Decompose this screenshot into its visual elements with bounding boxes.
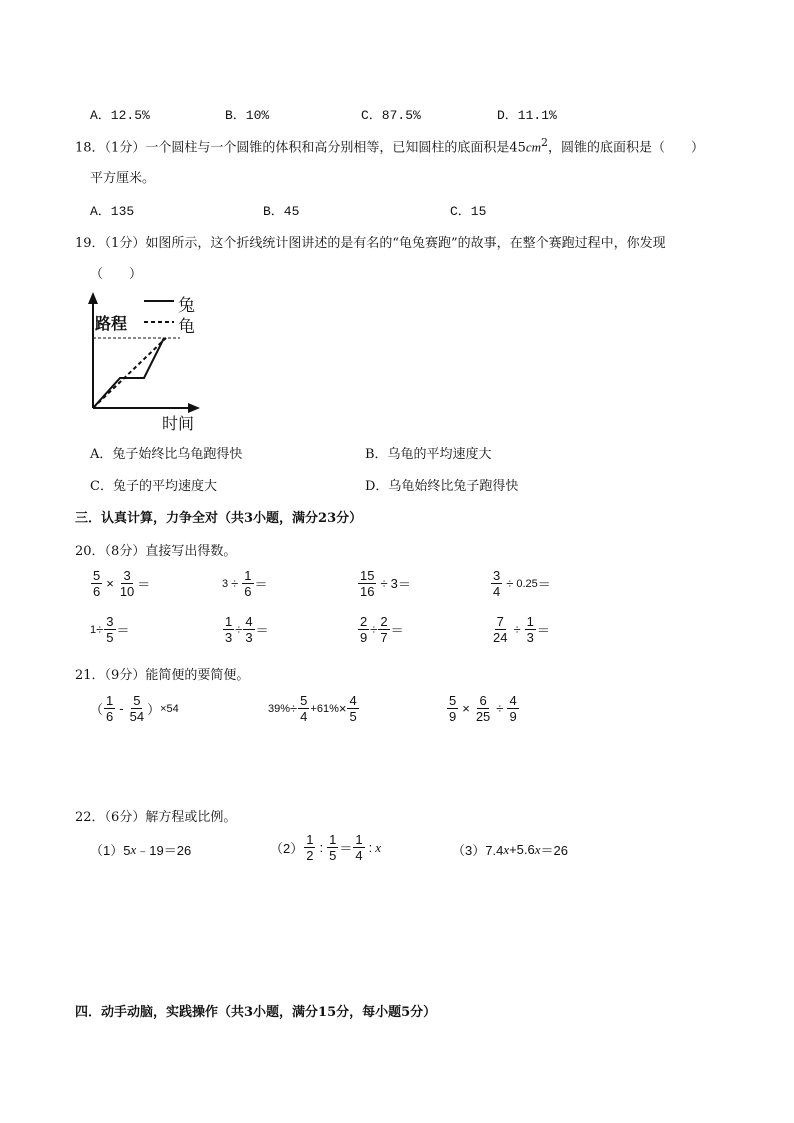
tortoise-line bbox=[93, 338, 166, 408]
q22-part-1: （1）5 x ﹣19＝26 bbox=[90, 841, 192, 858]
q19-line2: （ ） bbox=[90, 267, 143, 282]
q18-option-c: C．15 bbox=[450, 204, 487, 219]
q19-question: 19．（1分）如图所示，这个折线统计图讲述的是有名的“龟兔赛跑”的故事，在整个赛跑过程中，你发现 bbox=[75, 236, 666, 251]
q20-expr-1: $\frac{5}{6}$ × $\frac{3}{10}$ ＝ bbox=[93, 568, 151, 599]
q20-expr-8: $\frac{7}{24}$ ÷ $\frac{1}{3}$ ＝ bbox=[493, 614, 550, 645]
q18-option-b: B．45 bbox=[263, 204, 300, 219]
q20-expr-7: $\frac{2}{9}$ ÷ $\frac{2}{7}$ ＝ bbox=[360, 614, 404, 645]
q20-expr-5: 1 ÷ $\frac{3}{5}$ ＝ bbox=[90, 614, 130, 645]
q19-option-c: C．兔子的平均速度大 bbox=[90, 479, 217, 494]
q17-option-c: C．87.5% bbox=[361, 108, 421, 123]
q19-option-a: A．兔子始终比乌龟跑得快 bbox=[90, 447, 243, 462]
q18-unit-sup: 2 bbox=[541, 136, 549, 149]
q18-question bbox=[75, 136, 704, 155]
chart-xlabel: 时间 bbox=[162, 414, 195, 433]
q20-expr-4: $\frac{3}{4}$ ÷ 0.25 ＝ bbox=[493, 568, 551, 599]
legend-hare: 兔 bbox=[178, 296, 195, 316]
q20-expr-6: $\frac{1}{3}$ ÷ $\frac{4}{3}$ ＝ bbox=[225, 614, 269, 645]
q18-line2: 平方厘米。 bbox=[90, 171, 156, 186]
q19-option-d: D．乌龟始终比兔子跑得快 bbox=[365, 479, 519, 494]
q20-expr-2: 3 ÷ $\frac{1}{6}$ ＝ bbox=[222, 568, 268, 599]
q18-text: 18．（1分）一个圆柱与一个圆锥的体积和高分别相等，已知圆柱的底面积是45 bbox=[75, 140, 526, 156]
q21-expr-3: $\frac{5}{9}$ × $\frac{6}{25}$ ÷ $\frac{4}{9}$ bbox=[449, 693, 517, 724]
q21-title: 21．（9分）能简便的要简便。 bbox=[75, 668, 250, 683]
section3-title: 三．认真计算，力争全对（共3小题，满分23分） bbox=[75, 511, 363, 526]
y-axis-arrow bbox=[88, 292, 98, 304]
q22-part-2: （2） $\frac{1}{2}$ : $\frac{1}{5}$ ＝ $\frac{1}{4}$ : x bbox=[270, 832, 381, 863]
section4-title: 四．动手动脑，实践操作（共3小题，满分15分，每小题5分） bbox=[75, 1005, 437, 1020]
q17-option-d: D．11.1% bbox=[497, 108, 557, 123]
q20-expr-3: $\frac{15}{16}$ ÷ 3 ＝ bbox=[360, 568, 411, 599]
q17-option-a: A．12.5% bbox=[90, 108, 150, 123]
q22-title: 22．（6分）解方程或比例。 bbox=[75, 810, 237, 825]
q19-option-b: B．乌龟的平均速度大 bbox=[365, 447, 492, 462]
q21-expr-1: （ $\frac{1}{6}$ - $\frac{5}{54}$ ） ×54 bbox=[90, 693, 179, 724]
chart-ylabel: 路程 bbox=[95, 314, 128, 333]
q21-expr-2: 39% ÷ $\frac{5}{4}$ +61% × $\frac{4}{5}$ bbox=[268, 693, 357, 724]
q18-option-a: A．135 bbox=[90, 204, 135, 219]
legend-tortoise: 龟 bbox=[178, 317, 195, 337]
q18-unit: cm bbox=[525, 139, 542, 155]
q18-text-end: ，圆锥的底面积是（ ） bbox=[548, 140, 705, 156]
q19-chart bbox=[80, 288, 210, 433]
q20-title: 20．（8分）直接写出得数。 bbox=[75, 544, 237, 559]
q22-part-3: （3）7.4 x +5.6 x ＝26 bbox=[452, 841, 569, 858]
q17-option-b: B．10% bbox=[225, 108, 270, 123]
